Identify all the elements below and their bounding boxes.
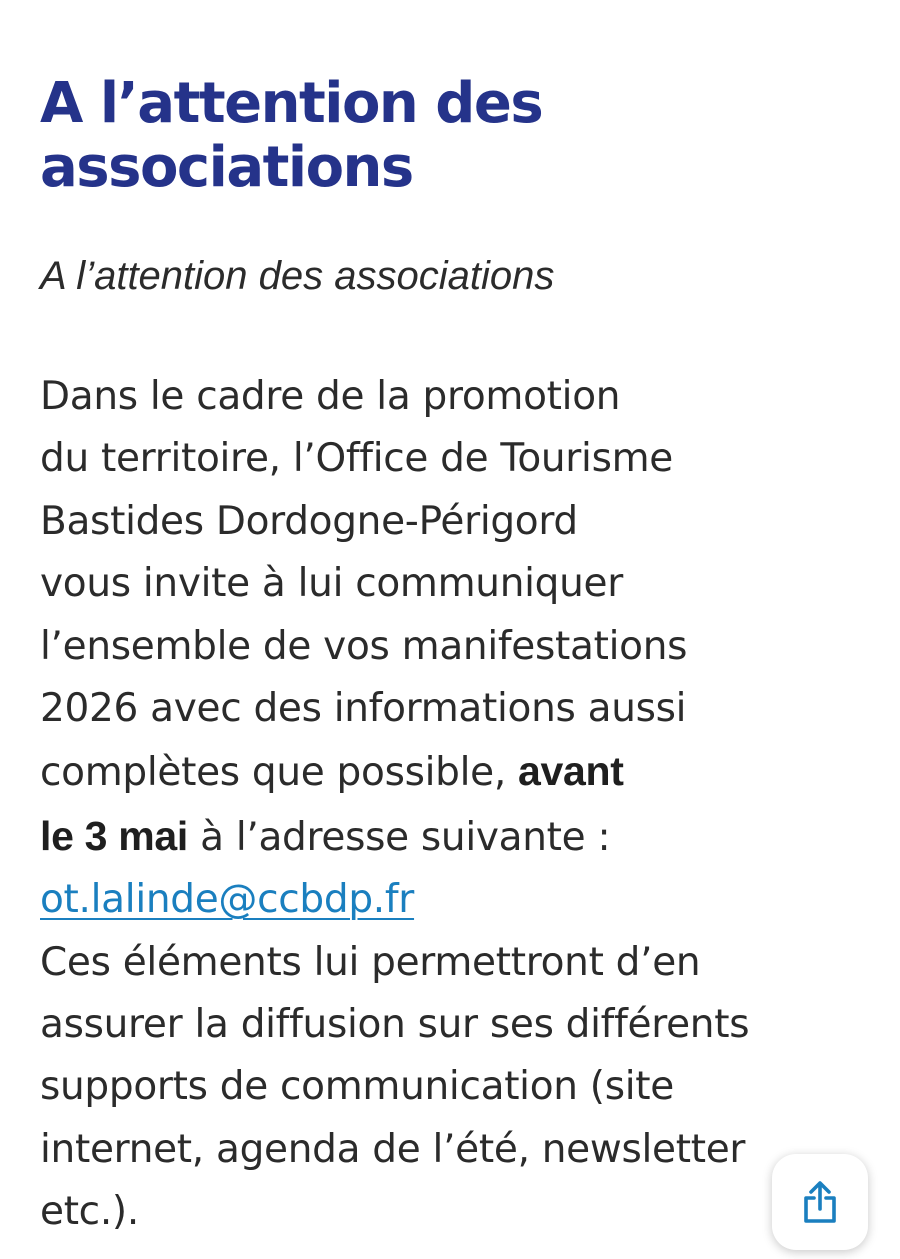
page-title — [40, 72, 870, 200]
body-line-4: vous invite à lui communiquer — [40, 561, 623, 607]
body-line-2: du territoire, l’Office de Tourisme — [40, 436, 673, 482]
body-line-10: assurer la diffusion sur ses différents — [40, 1002, 750, 1048]
body-line-12: internet, agenda de l’été, newsletter — [40, 1126, 746, 1172]
body-line-6: 2026 avec des informations aussi — [40, 686, 687, 732]
email-line — [40, 869, 870, 931]
body-line-7 — [40, 740, 870, 804]
body-line-8-text: à l’adresse suivante : — [188, 814, 611, 860]
title-line-2: associations — [40, 135, 413, 200]
body-line-9: Ces éléments lui permettront d’en — [40, 939, 701, 985]
email-link[interactable]: ot.lalinde@ccbdp.fr — [40, 877, 415, 923]
article-body — [40, 366, 870, 1244]
article — [40, 72, 870, 1244]
body-line-5: l’ensemble de vos manifestations — [40, 623, 688, 669]
body-line-7-text: complètes que possible, — [40, 750, 519, 796]
article-subtitle: A l’attention des associations — [40, 254, 555, 298]
share-icon — [800, 1179, 840, 1225]
body-line-3: Bastides Dordogne-Périgord — [40, 498, 578, 544]
body-line-1: Dans le cadre de la promotion — [40, 374, 621, 419]
deadline-bold-1: avant — [518, 748, 624, 795]
body-line-8 — [40, 805, 870, 869]
share-button[interactable] — [772, 1154, 868, 1250]
title-line-1: A l’attention des — [40, 71, 543, 136]
body-line-11: supports de communication (site — [40, 1064, 674, 1110]
deadline-bold-2: le 3 mai — [40, 812, 189, 859]
body-line-13: etc.). — [40, 1189, 139, 1235]
